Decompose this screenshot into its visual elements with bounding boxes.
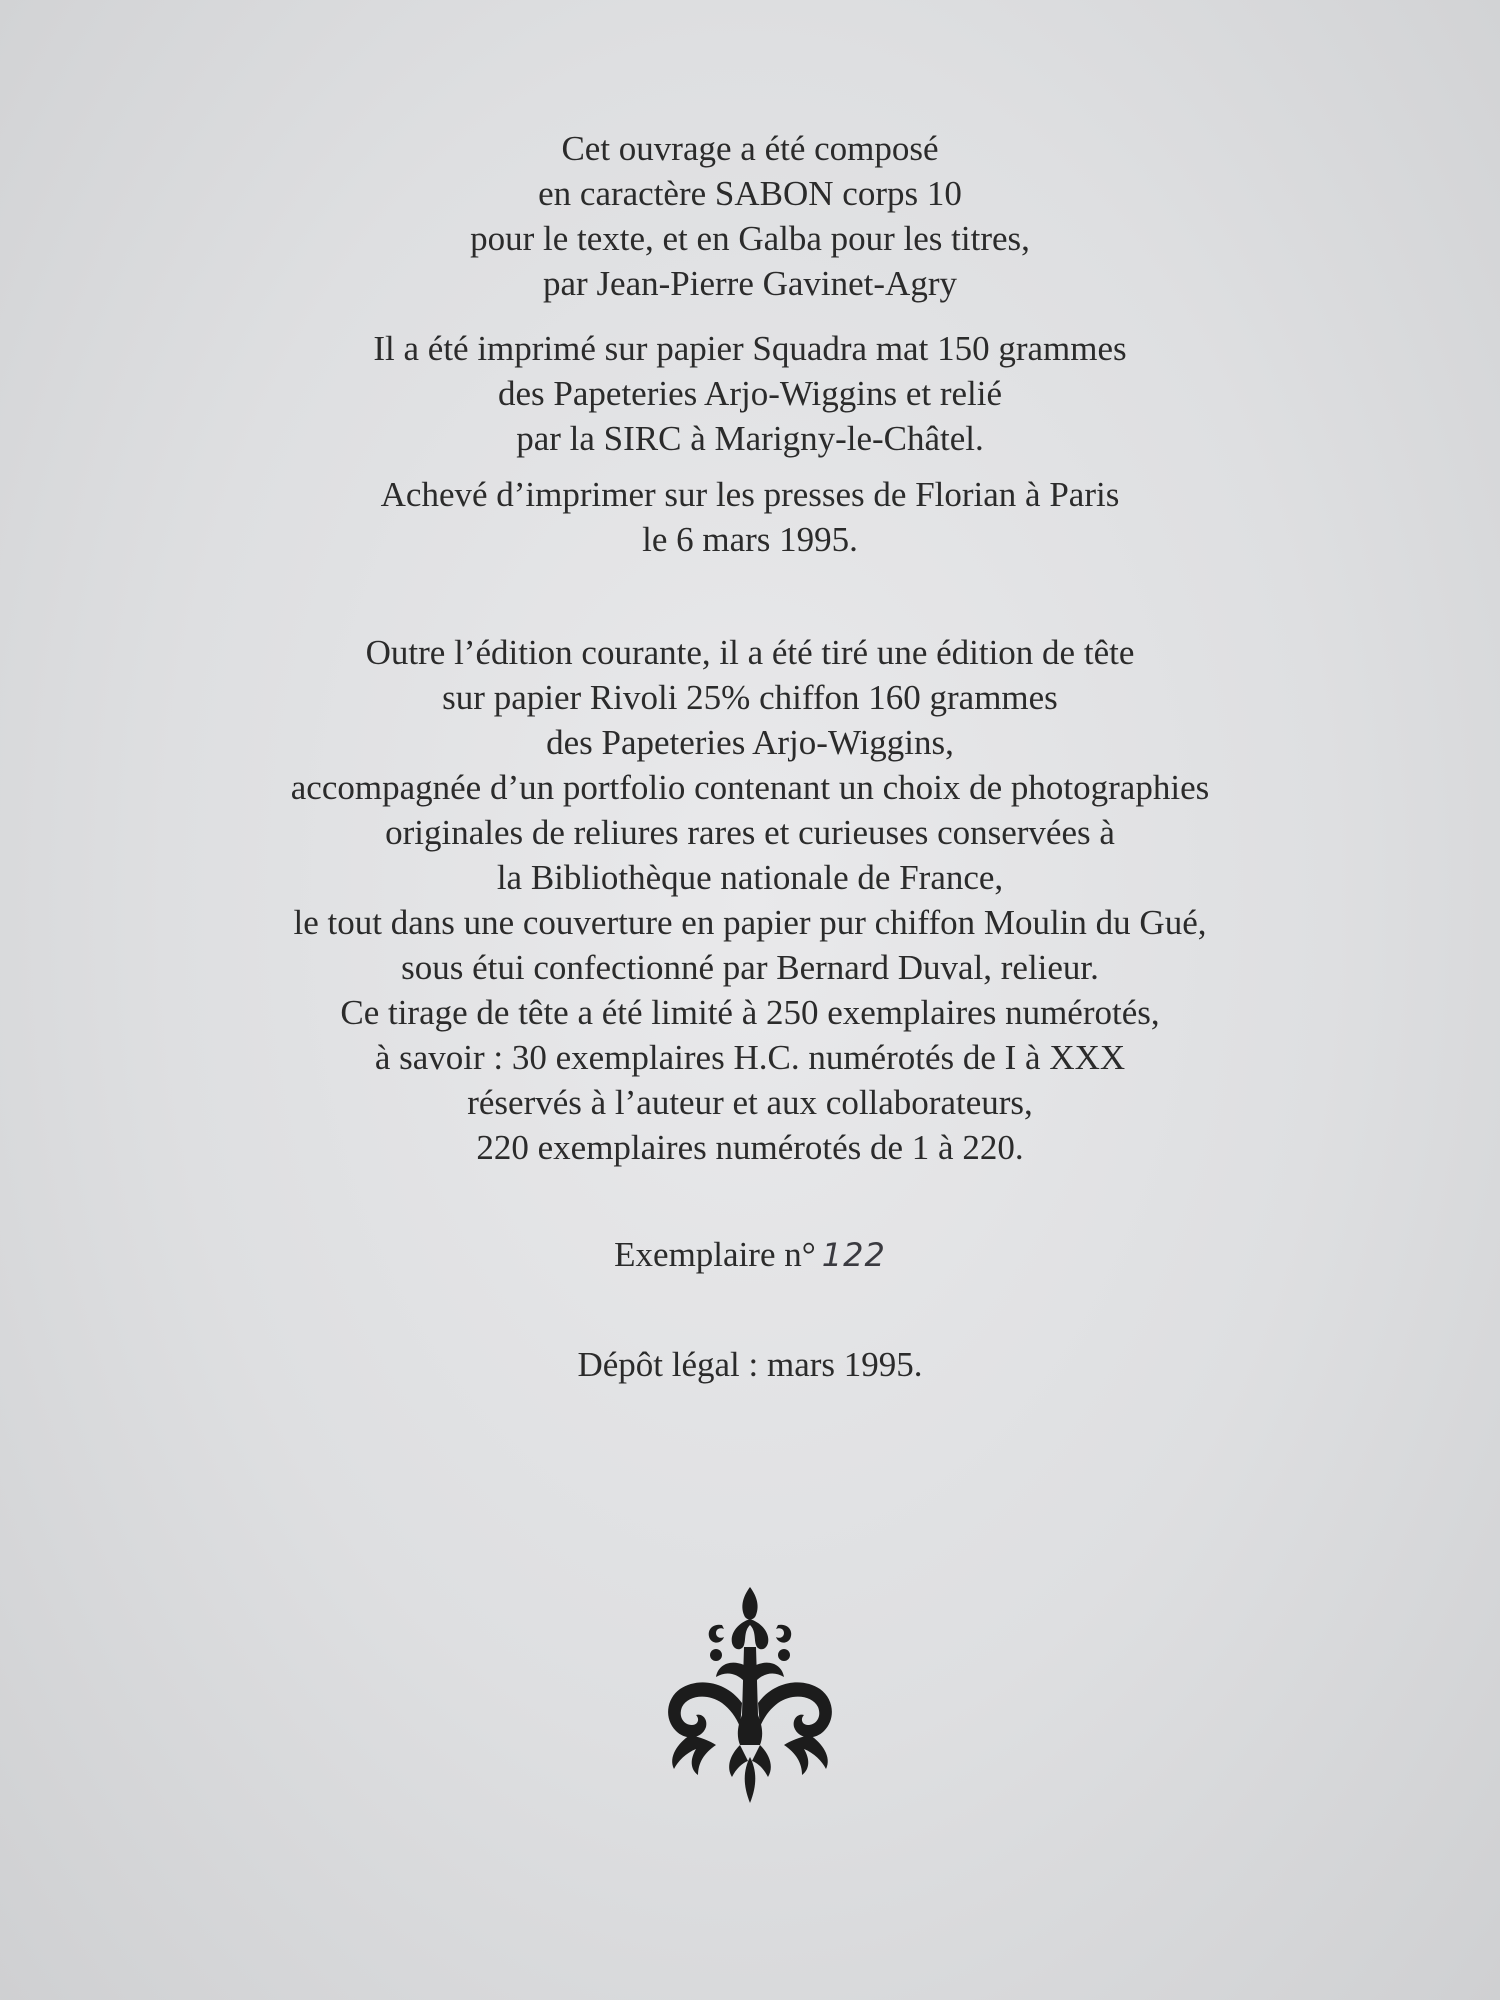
printing-line: Il a été imprimé sur papier Squadra mat 150 grammes	[373, 329, 1127, 368]
special-edition-line: Ce tirage de tête a été limité à 250 exemplaires numérotés,	[340, 993, 1160, 1032]
achieve-line: Achevé d’imprimer sur les presses de Florian à Paris	[380, 475, 1120, 514]
achieve-block	[150, 472, 1350, 562]
composition-line: pour le texte, et en Galba pour les titres,	[470, 219, 1030, 258]
composition-line: par Jean-Pierre Gavinet-Agry	[543, 264, 957, 303]
fleuron-ornament-icon	[660, 1585, 840, 1805]
printing-line: des Papeteries Arjo-Wiggins et relié	[498, 374, 1002, 413]
special-edition-line: sous étui confectionné par Bernard Duval, relieur.	[401, 948, 1099, 987]
legal-deposit-line	[150, 1342, 1350, 1387]
achieve-line: le 6 mars 1995.	[642, 520, 858, 559]
printing-block	[150, 326, 1350, 461]
printing-line: par la SIRC à Marigny-le-Châtel.	[516, 419, 984, 458]
special-edition-line: Outre l’édition courante, il a été tiré une édition de tête	[365, 633, 1135, 672]
composition-block	[150, 126, 1350, 306]
composition-line: en caractère SABON corps 10	[538, 174, 962, 213]
special-edition-line: la Bibliothèque nationale de France,	[496, 858, 1004, 897]
copy-number-handwritten: 122	[821, 1236, 886, 1274]
special-edition-line: des Papeteries Arjo-Wiggins,	[546, 723, 954, 762]
special-edition-line: à savoir : 30 exemplaires H.C. numérotés de I à XXX	[374, 1038, 1126, 1077]
special-edition-line: le tout dans une couverture en papier pur chiffon Moulin du Gué,	[293, 903, 1207, 942]
copy-number-text	[150, 1232, 1350, 1278]
special-edition-line: accompagnée d’un portfolio contenant un choix de photographies	[290, 768, 1210, 807]
copy-number-line	[150, 1232, 1350, 1278]
special-edition-line: 220 exemplaires numérotés de 1 à 220.	[476, 1128, 1024, 1167]
copy-label: Exemplaire n°	[614, 1235, 816, 1274]
composition-line: Cet ouvrage a été composé	[561, 129, 939, 168]
special-edition-line: sur papier Rivoli 25% chiffon 160 grammes	[442, 678, 1058, 717]
special-edition-line: réservés à l’auteur et aux collaborateurs,	[467, 1083, 1033, 1122]
special-edition-block	[150, 630, 1350, 1170]
special-edition-line: originales de reliures rares et curieuses conservées à	[385, 813, 1115, 852]
legal-deposit-text: Dépôt légal : mars 1995.	[577, 1345, 923, 1384]
